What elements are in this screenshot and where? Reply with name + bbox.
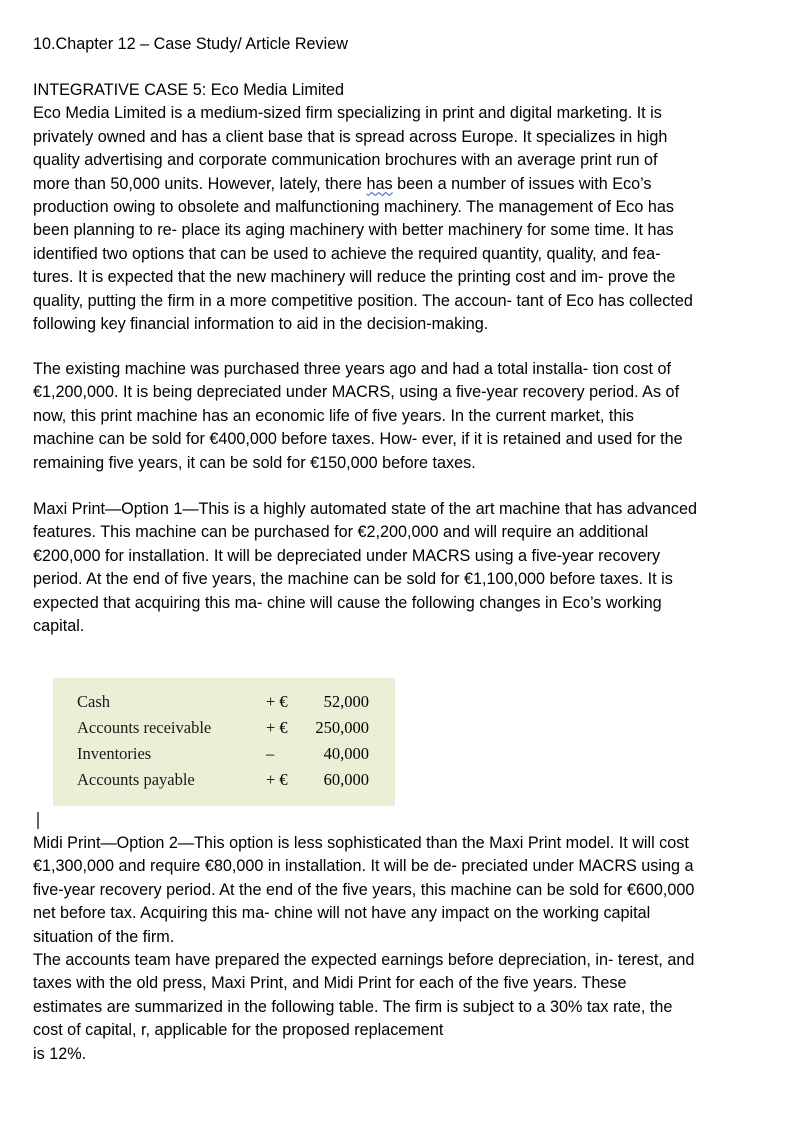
paragraph-line: Maxi Print—Option 1—This is a highly automated state of the art machine that has advanced: [33, 500, 698, 518]
row-amount: 60,000: [323, 770, 369, 789]
intro-line: been planning to re- place its aging machinery with better machinery for some time. It has: [33, 221, 674, 240]
row-label: Accounts receivable: [77, 718, 212, 737]
paragraph-line: net before tax. Acquiring this ma- chine will not have any impact on the working capital: [33, 904, 651, 923]
working-capital-table: [53, 678, 395, 806]
table-row: [53, 689, 395, 715]
paragraph-line: taxes with the old press, Maxi Print, and Midi Print for each of the five years. These: [33, 974, 627, 993]
row-sign: + €: [266, 692, 288, 711]
case-title: INTEGRATIVE CASE 5: Eco Media Limited: [33, 81, 344, 99]
page-heading: 10.Chapter 12 – Case Study/ Article Review: [33, 35, 348, 53]
intro-line: [33, 173, 693, 196]
intro-line: tures. It is expected that the new machinery will reduce the printing cost and im- prove the: [33, 268, 676, 287]
intro-line: quality, putting the firm in a more competitive position. The accoun- tant of Eco has collected: [33, 291, 693, 310]
paragraph-line: capital.: [33, 617, 85, 636]
paragraph-line: The existing machine was purchased three years ago and had a total installa- tion cost of: [33, 360, 671, 378]
intro-line: Eco Media Limited is a medium-sized firm specializing in print and digital marketing. It is: [33, 104, 662, 123]
table-row: [53, 741, 395, 767]
paragraph-line: now, this print machine has an economic life of five years. In the current market, this: [33, 406, 635, 425]
paragraph-line: five-year recovery period. At the end of the five years, this machine can be sold for €600,000: [33, 880, 695, 899]
intro-text: been a number of issues with Eco’s: [392, 174, 652, 193]
paragraph-line: remaining five years, it can be sold for €150,000 before taxes.: [33, 453, 476, 472]
row-amount: 52,000: [323, 692, 369, 711]
paragraph-line: machine can be sold for €400,000 before taxes. How- ever, if it is retained and used for the: [33, 430, 683, 449]
paragraph-line: is 12%.: [33, 1044, 87, 1063]
paragraph-line: €200,000 for installation. It will be depreciated under MACRS using a five-year recovery: [33, 546, 661, 565]
intro-line: privately owned and has a client base that is spread across Europe. It specializes in high: [33, 127, 668, 146]
paragraph-line: estimates are summarized in the following table. The firm is subject to a 30% tax rate, the: [33, 997, 673, 1016]
row-label: Accounts payable: [77, 770, 195, 789]
existing-machine-section: [33, 358, 683, 475]
intro-section: [33, 79, 693, 336]
intro-line: production owing to obsolete and malfunctioning machinery. The management of Eco has: [33, 198, 674, 217]
row-amount: 250,000: [315, 718, 369, 737]
paragraph-line: €1,200,000. It is being depreciated under MACRS, using a five-year recovery period. As of: [33, 383, 680, 402]
row-label: Cash: [77, 692, 110, 711]
paragraph-line: The accounts team have prepared the expected earnings before depreciation, in- terest, and: [33, 951, 695, 970]
intro-line: following key financial information to aid in the decision-making.: [33, 315, 489, 334]
row-sign: –: [266, 744, 275, 763]
row-sign: + €: [266, 770, 288, 789]
row-sign: + €: [266, 718, 288, 737]
paragraph-line: features. This machine can be purchased for €2,200,000 and will require an additional: [33, 523, 649, 542]
maxi-print-section: [33, 498, 697, 638]
intro-line: quality advertising and corporate communication brochures with an average print run of: [33, 151, 658, 170]
text-cursor: [37, 812, 39, 829]
intro-line: identified two options that can be used to achieve the required quantity, quality, and fea-: [33, 244, 661, 263]
paragraph-line: Midi Print—Option 2—This option is less sophisticated than the Maxi Print model. It will cost: [33, 834, 689, 852]
intro-text: more than 50,000 units. However, lately, there: [33, 174, 367, 193]
table-row: [53, 767, 395, 793]
paragraph-line: €1,300,000 and require €80,000 in installation. It will be de- preciated under MACRS using a: [33, 857, 694, 876]
paragraph-line: expected that acquiring this ma- chine will cause the following changes in Eco’s working: [33, 593, 662, 612]
paragraph-line: period. At the end of five years, the machine can be sold for €1,100,000 before taxes. It is: [33, 570, 673, 589]
grammar-squiggle-word[interactable]: has: [366, 174, 393, 193]
row-label: Inventories: [77, 744, 152, 763]
row-amount: 40,000: [323, 744, 369, 763]
midi-print-section: [33, 832, 694, 1066]
paragraph-line: situation of the firm.: [33, 927, 175, 946]
paragraph-line: cost of capital, r, applicable for the proposed replacement: [33, 1021, 444, 1040]
table-row: [53, 715, 395, 741]
